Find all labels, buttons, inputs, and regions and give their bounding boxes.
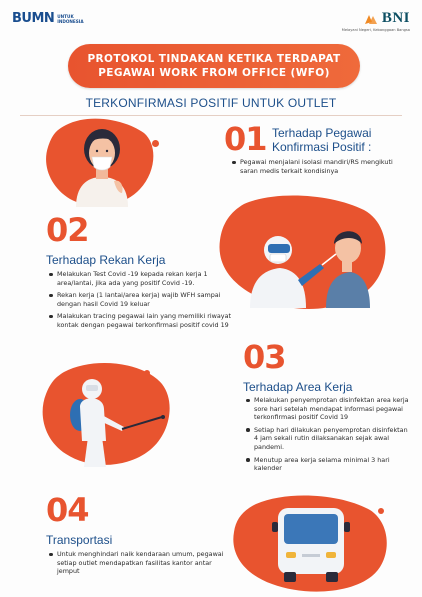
bus-icon: [268, 504, 354, 586]
section-2-item-3: Malakukan tracing pegawai lain yang memiliki riwayat kontak dengan pegawai terkonfirmasi positif covid 19: [48, 312, 234, 329]
title-line-2: PEGAWAI WORK FROM OFFICE (WFO): [98, 67, 330, 79]
section-3-number: 03: [243, 338, 286, 376]
bumn-logo: [12, 11, 84, 26]
bni-logo-text: BNI: [381, 10, 410, 26]
section-1-item-1: Pegawai menjalani isolasi mandiri/RS mengikuti saran medis terkait kondisinya: [231, 158, 407, 175]
bni-emblem-icon: [363, 13, 379, 25]
section-4-number: 04: [46, 491, 89, 529]
bni-logo: [342, 10, 410, 32]
bumn-sub-line-1: UNTUK: [57, 13, 74, 19]
section-4-item-1: Untuk menghindari naik kendaraan umum, pegawai setiap outlet mendapatkan fasilitas kantor antar jemput: [48, 550, 232, 576]
swab-test-icon: [244, 210, 370, 308]
section-2-number: 02: [46, 211, 89, 249]
section-1-list: [231, 158, 407, 179]
title-line-1: PROTOKOL TINDAKAN KETIKA TERDAPAT: [87, 53, 341, 65]
page-subtitle: TERKONFIRMASI POSITIF UNTUK OUTLET: [85, 96, 337, 110]
section-3-title: Terhadap Area Kerja: [243, 380, 353, 394]
section-3-item-3: Menutup area kerja selama minimal 3 hari kalender: [245, 456, 409, 473]
section-4-title: Transportasi: [46, 533, 113, 547]
section-3-item-2: Setiap hari dilakukan penyemprotan disinfektan 4 jam sekali rutin dilaksanakan sejak awal pandemi.: [245, 426, 409, 452]
bumn-logo-sub: [57, 14, 83, 24]
section-1-title-line-1: Terhadap Pegawai: [272, 126, 372, 140]
section-2-item-1: Melakukan Test Covid -19 kepada rekan kerja 1 area/lantai, jika ada yang positif Covid -19.: [48, 270, 234, 287]
section-2-dot: [230, 214, 236, 220]
woman-sick-icon: [62, 121, 142, 207]
bni-tagline: Melayani Negeri, Kebanggaan Bangsa: [341, 28, 410, 32]
bumn-sub-line-2: INDONESIA: [57, 18, 84, 24]
subtitle-divider: [20, 115, 402, 116]
section-2-item-2: Rekan kerja (1 lantai/area kerja) wajib WFH sampai dengan hasil Covid 19 keluar: [48, 291, 234, 308]
bumn-logo-mark: BUMN: [12, 11, 55, 26]
section-4-dot: [378, 508, 384, 514]
section-3-item-1: Melakukan penyemprotan disinfektan area kerja sore hari setelah mendapat informasi pegawai terkonfirmasi positif Covid 19: [245, 396, 409, 422]
section-1-number: 01: [224, 120, 267, 158]
section-2-list: [48, 270, 234, 334]
title-banner: [68, 44, 360, 88]
section-1-dot: [152, 140, 159, 147]
section-3-list: [245, 396, 409, 477]
section-4-list: [48, 550, 232, 580]
section-1-title-line-2: Konfirmasi Positif :: [272, 140, 372, 154]
disinfectant-sprayer-icon: [62, 363, 166, 467]
section-2-title: Terhadap Rekan Kerja: [46, 253, 166, 267]
